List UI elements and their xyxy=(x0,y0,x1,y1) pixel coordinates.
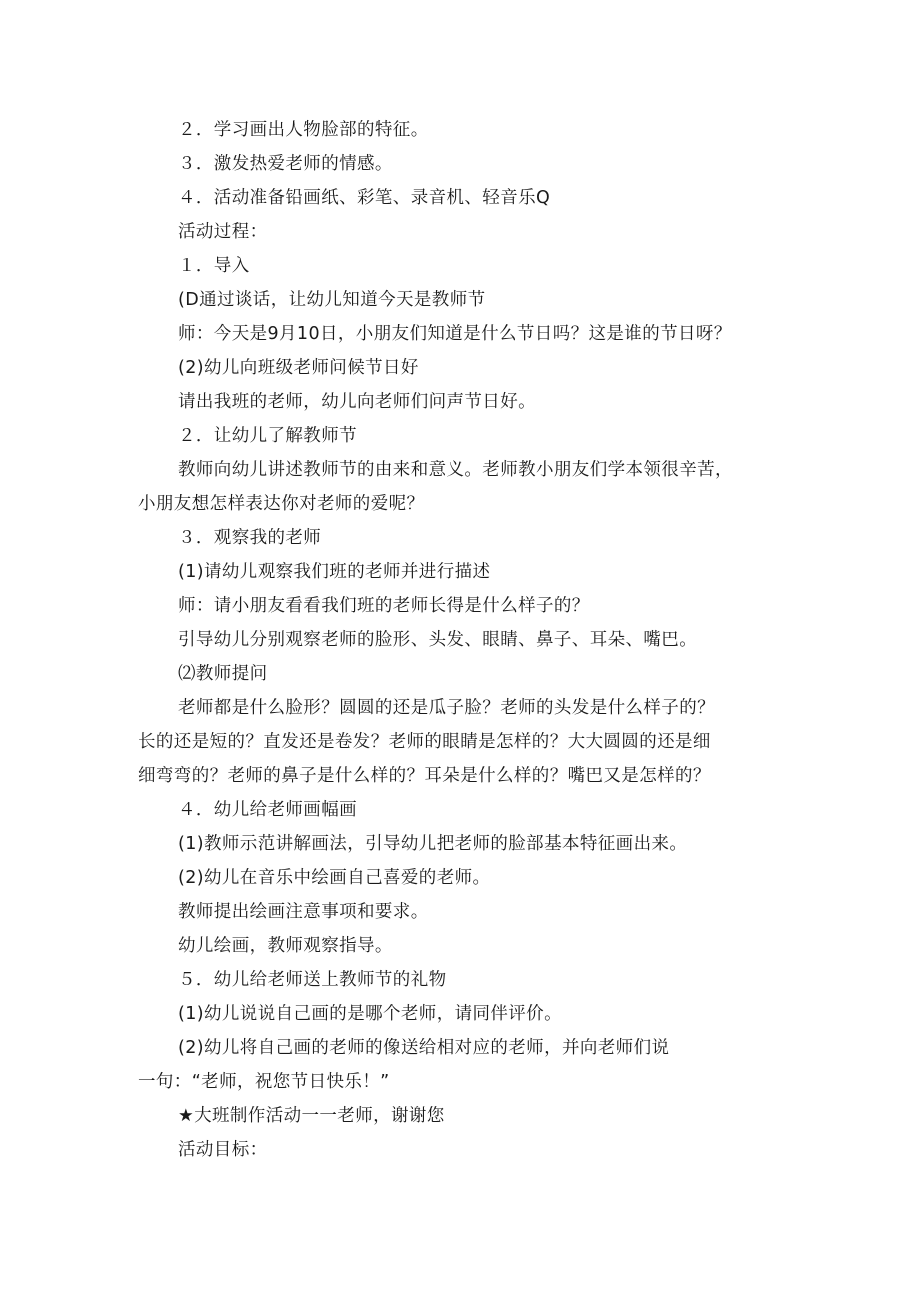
text-line: (1)请幼儿观察我们班的老师并进行描述 xyxy=(178,562,491,582)
text-line: 活动目标： xyxy=(178,1140,268,1160)
text-line: (2)幼儿向班级老师问候节日好 xyxy=(178,358,419,378)
text-line: ２．学习画出人物脸部的特征。 xyxy=(178,120,429,140)
text-line: 一句：“老师，祝您节日快乐！” xyxy=(138,1072,390,1092)
text-line: (2)幼儿将自己画的老师的像送给相对应的老师，并向老师们说 xyxy=(178,1038,670,1058)
text-line: ５．幼儿给老师送上教师节的礼物 xyxy=(178,970,447,990)
text-line: ⑵教师提问 xyxy=(178,664,268,684)
text-line: ４．活动准备铅画纸、彩笔、录音机、轻音乐Q xyxy=(178,188,551,208)
text-line: (1)幼儿说说自己画的是哪个老师，请同伴评价。 xyxy=(178,1004,562,1024)
text-line: 师：今天是9月10日，小朋友们知道是什么节日吗？这是谁的节日呀？ xyxy=(178,324,732,344)
section-title: ★大班制作活动一一老师，谢谢您 xyxy=(178,1106,445,1126)
text-line: (2)幼儿在音乐中绘画自己喜爱的老师。 xyxy=(178,868,491,888)
text-line: ４．幼儿给老师画幅画 xyxy=(178,800,357,820)
section-heading: 活动过程： xyxy=(178,222,268,242)
text-line: (D通过谈话，让幼儿知道今天是教师节 xyxy=(178,290,486,310)
text-line: (1)教师示范讲解画法，引导幼儿把老师的脸部基本特征画出来。 xyxy=(178,834,688,854)
text-line: ２．让幼儿了解教师节 xyxy=(178,426,357,446)
text-line: 小朋友想怎样表达你对老师的爱呢？ xyxy=(138,494,425,514)
text-line: ３．激发热爱老师的情感。 xyxy=(178,154,393,174)
text-line: １．导入 xyxy=(178,256,250,276)
text-line: 教师向幼儿讲述教师节的由来和意义。老师教小朋友们学本领很辛苦， xyxy=(178,460,733,480)
text-line: 引导幼儿分别观察老师的脸形、头发、眼睛、鼻子、耳朵、嘴巴。 xyxy=(178,630,698,650)
text-line: 请出我班的老师，幼儿向老师们问声节日好。 xyxy=(178,392,536,412)
text-line: 师：请小朋友看看我们班的老师长得是什么样子的？ xyxy=(178,596,590,616)
text-line: 长的还是短的？直发还是卷发？老师的眼睛是怎样的？大大圆圆的还是细 xyxy=(138,732,711,752)
text-line: ３．观察我的老师 xyxy=(178,528,322,548)
text-line: 幼儿绘画，教师观察指导。 xyxy=(178,936,393,956)
text-line: 教师提出绘画注意事项和要求。 xyxy=(178,902,429,922)
text-line: 细弯弯的？老师的鼻子是什么样的？耳朵是什么样的？嘴巴又是怎样的？ xyxy=(138,766,711,786)
text-line: 老师都是什么脸形？圆圆的还是瓜子脸？老师的头发是什么样子的？ xyxy=(178,698,715,718)
